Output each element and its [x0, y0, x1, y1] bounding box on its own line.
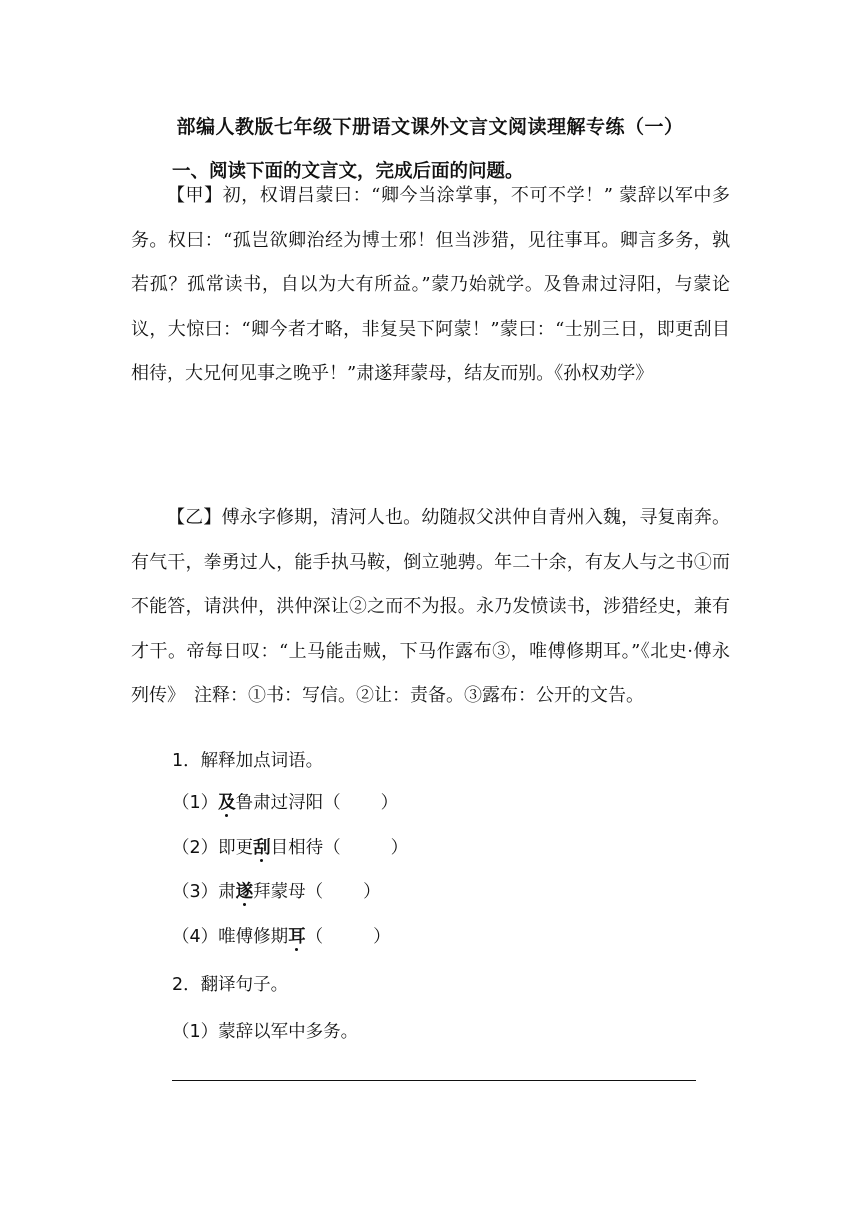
answer-blank[interactable]: （ ） — [305, 927, 391, 947]
passage-yi — [131, 496, 730, 719]
passage-yi-text: 傅永字修期，清河人也。幼随叔父洪仲自青州入魏，寻复南奔。有气干，拳勇过人，能手执马鞍，倒立驰骋。年二十余，有友人与之书①而不能答，请洪仲，洪仲深让②之而不为报。永乃发愤读书，涉猎经史，兼有才干。帝每日叹：“上马能击贼，下马作露布③，唯傅修期耳。”《北史·傅永列传》 注释：①书：写信。②让：责备。③露布：公开的文告。 — [131, 507, 730, 706]
answer-line[interactable] — [172, 1080, 696, 1081]
question-1-item-1 — [172, 789, 398, 814]
item-number: （2） — [172, 838, 219, 858]
item-text: 鲁肃过浔阳 — [235, 793, 324, 813]
answer-blank[interactable]: （ ） — [323, 838, 409, 858]
item-text: 拜蒙母 — [253, 882, 306, 902]
item-text: 肃 — [218, 882, 236, 902]
dotted-word: 遂 — [235, 882, 254, 902]
item-text: 目相待 — [270, 838, 324, 858]
item-text: 唯傅修期 — [218, 927, 289, 947]
question-1-item-3 — [172, 878, 381, 903]
answer-blank[interactable]: （ ） — [305, 882, 381, 902]
item-text: 即更 — [218, 838, 254, 858]
passage-jia-text: 初，权谓吕蒙曰：“卿今当涂掌事，不可不学！” 蒙辞以军中多务。权曰：“孤岂欲卿治经为博士邪！但当涉猎，见往事耳。卿言多务，孰若孤？孤常读书，自以为大有所益。”蒙乃始就学。及鲁肃过浔阳，与蒙论议，大惊曰：“卿今者才略，非复吴下阿蒙！”蒙曰：“士别三日，即更刮目相待，大兄何见事之晚乎！”肃遂拜蒙母，结友而别。《孙权劝学》 — [131, 185, 730, 384]
dotted-word: 刮 — [253, 838, 271, 858]
dotted-word: 及 — [218, 793, 236, 813]
item-number: （4） — [172, 927, 219, 947]
question-2-item-1: （1）蒙辞以军中多务。 — [172, 1022, 359, 1042]
answer-blank[interactable]: （ ） — [323, 793, 399, 813]
item-number: （3） — [172, 882, 219, 902]
passage-yi-tag: 【乙】 — [167, 507, 222, 528]
question-1-label: 1．解释加点词语。 — [172, 751, 324, 771]
dotted-word: 耳 — [288, 927, 306, 947]
page-title: 部编人教版七年级下册语文课外文言文阅读理解专练（一） — [176, 116, 684, 138]
question-2-label: 2．翻译句子。 — [172, 975, 289, 995]
item-number: （1） — [172, 793, 219, 813]
question-1-item-2 — [172, 834, 408, 859]
passage-jia — [131, 174, 730, 397]
passage-jia-tag: 【甲】 — [167, 185, 223, 206]
section-heading: 一、阅读下面的文言文，完成后面的问题。 — [172, 161, 524, 182]
question-1-item-4 — [172, 923, 391, 948]
